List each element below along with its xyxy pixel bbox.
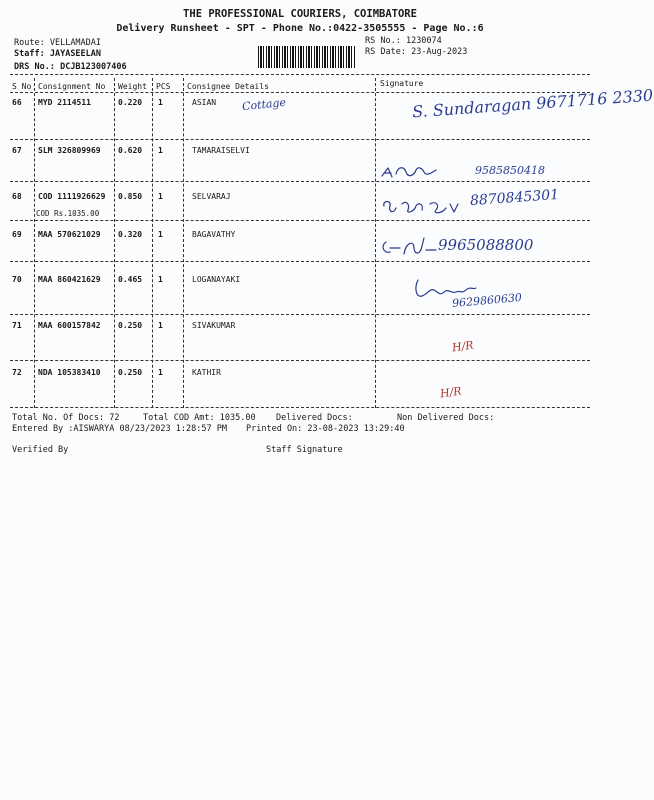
total-docs: Total No. Of Docs: 72 xyxy=(12,413,120,423)
table-header-rule xyxy=(10,92,590,93)
row-sno: 69 xyxy=(12,230,22,239)
row-consignee: SELVARAJ xyxy=(192,192,231,201)
row-pcs: 1 xyxy=(158,321,163,330)
row-pcs: 1 xyxy=(158,192,163,201)
rs-date-line xyxy=(365,47,467,57)
route-line xyxy=(14,38,101,48)
col-divider xyxy=(114,78,115,408)
col-header-pcs: PCS xyxy=(156,82,171,91)
row-weight: 0.250 xyxy=(118,321,143,330)
handwritten-signature-mark xyxy=(380,236,440,260)
row-consignment: MAA 570621029 xyxy=(38,230,101,239)
row-sno: 66 xyxy=(12,98,22,107)
row-sno: 72 xyxy=(12,368,22,377)
row-separator xyxy=(10,314,590,315)
table-bottom-rule xyxy=(10,407,590,408)
handwritten-signature-mark xyxy=(380,196,470,220)
staff-value: JAYASEELAN xyxy=(49,49,102,59)
col-divider xyxy=(375,78,376,408)
staff-signature: Staff Signature xyxy=(266,445,343,455)
handwritten-phone: 9965088800 xyxy=(438,236,534,254)
col-header-consignee: Consignee Details xyxy=(187,82,269,91)
handwritten-signature: S. Sundaragan 9671716 2330 xyxy=(411,85,654,122)
printed-on: Printed On: 23-08-2023 13:29:40 xyxy=(246,424,405,434)
drs-value: DCJB123007406 xyxy=(60,62,127,72)
col-divider xyxy=(152,78,153,408)
entered-by: Entered By :AISWARYA 08/23/2023 1:28:57 PM xyxy=(12,424,227,434)
row-pcs: 1 xyxy=(158,275,163,284)
row-separator xyxy=(10,360,590,361)
row-consignee: KATHIR xyxy=(192,368,221,377)
cod-amount: COD Rs.1035.00 xyxy=(36,209,100,218)
row-consignment: NDA 105383410 xyxy=(38,368,101,377)
handwritten-remark: H/R xyxy=(439,384,463,401)
row-separator xyxy=(10,261,590,262)
runsheet-subtitle: Delivery Runsheet - SPT - Phone No.:0422-3505555 - Page No.:6 xyxy=(116,23,484,34)
staff-label: Staff: xyxy=(14,49,45,59)
row-separator xyxy=(10,139,590,140)
row-consignee: BAGAVATHY xyxy=(192,230,236,239)
row-consignee: TAMARAISELVI xyxy=(192,146,250,155)
row-consignment: MYD 2114511 xyxy=(38,98,91,107)
col-divider xyxy=(183,78,184,408)
handwritten-phone: 9585850418 xyxy=(475,164,545,177)
row-pcs: 1 xyxy=(158,98,163,107)
route-value: VELLAMADAI xyxy=(49,38,102,48)
row-pcs: 1 xyxy=(158,368,163,377)
row-sno: 67 xyxy=(12,146,22,155)
handwritten-remark: H/R xyxy=(451,338,475,355)
row-pcs: 1 xyxy=(158,230,163,239)
row-weight: 0.620 xyxy=(118,146,143,155)
row-pcs: 1 xyxy=(158,146,163,155)
verified-by: Verified By xyxy=(12,445,69,455)
col-header-signature: Signature xyxy=(380,79,424,88)
barcode xyxy=(258,46,356,68)
row-weight: 0.320 xyxy=(118,230,143,239)
company-title: THE PROFESSIONAL COURIERS, COIMBATORE xyxy=(183,8,417,20)
route-label: Route: xyxy=(14,38,45,48)
col-divider xyxy=(34,78,35,408)
col-header-weight: Weight xyxy=(118,82,147,91)
row-consignment: COD 1111926629 xyxy=(38,192,106,201)
row-sno: 68 xyxy=(12,192,22,201)
table-top-rule xyxy=(10,74,590,75)
row-separator xyxy=(10,181,590,182)
rs-no-label: RS No.: xyxy=(365,36,401,46)
rs-no-line xyxy=(365,36,442,46)
rs-date-label: RS Date: xyxy=(365,47,406,57)
row-weight: 0.850 xyxy=(118,192,143,201)
staff-line xyxy=(14,49,101,59)
row-consignee: LOGANAYAKI xyxy=(192,275,241,284)
row-weight: 0.220 xyxy=(118,98,143,107)
row-consignment: MAA 860421629 xyxy=(38,275,101,284)
row-consignee: SIVAKUMAR xyxy=(192,321,236,330)
delivered-docs: Delivered Docs: xyxy=(276,413,353,423)
row-consignment: SLM 326809969 xyxy=(38,146,101,155)
total-cod: Total COD Amt: 1035.00 xyxy=(143,413,256,423)
row-consignment: MAA 600157842 xyxy=(38,321,101,330)
row-weight: 0.250 xyxy=(118,368,143,377)
rs-no-value: 1230074 xyxy=(405,36,442,46)
drs-line xyxy=(14,62,127,72)
row-separator xyxy=(10,220,590,221)
rs-date-value: 23-Aug-2023 xyxy=(411,47,468,57)
row-sno: 71 xyxy=(12,321,22,330)
drs-label: DRS No.: xyxy=(14,62,55,72)
row-sno: 70 xyxy=(12,275,22,284)
non-delivered-docs: Non Delivered Docs: xyxy=(397,413,495,423)
handwritten-phone: 9629860630 xyxy=(451,290,523,311)
col-header-consignment: Consignment No xyxy=(38,82,106,91)
row-remark: Cottage xyxy=(241,95,287,114)
handwritten-phone: 8870845301 xyxy=(469,186,560,210)
col-header-sno: S No xyxy=(12,82,32,91)
row-consignee: ASIAN xyxy=(192,98,217,107)
row-weight: 0.465 xyxy=(118,275,143,284)
